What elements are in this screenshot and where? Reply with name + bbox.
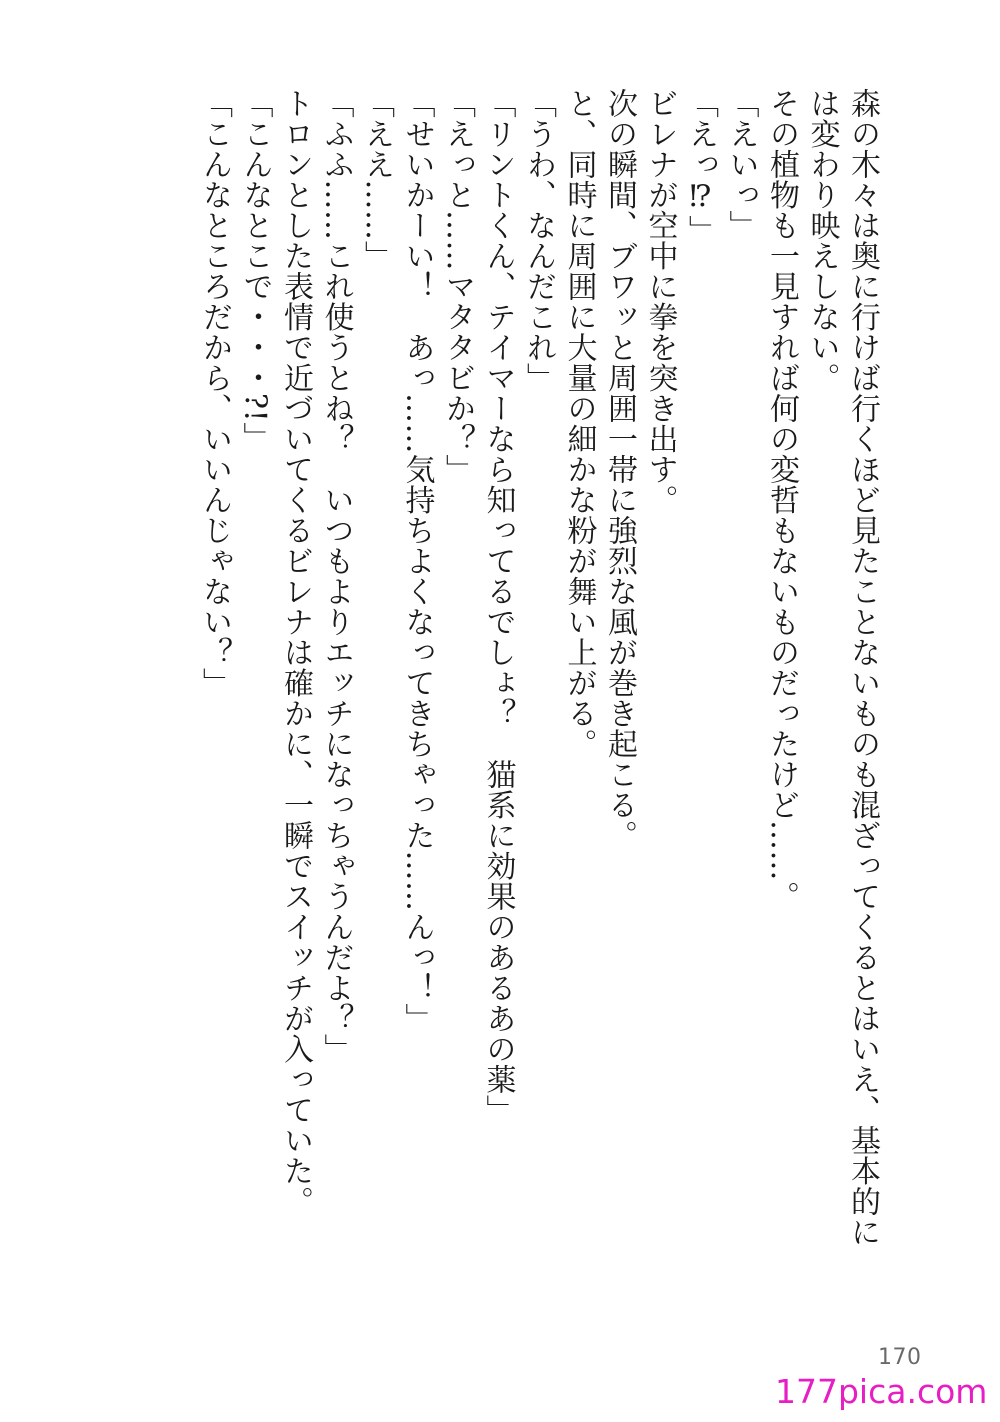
text-line: 「えっ⁉」 xyxy=(683,88,718,246)
text-line: 「うわ、なんだこれ」 xyxy=(521,88,556,393)
text-line: 「えっと……マタタビか？」 xyxy=(440,88,475,485)
text-line: 次の瞬間、ブワッと周囲一帯に強烈な風が巻き起こる。 xyxy=(602,88,637,851)
text-line: その植物も一見すれば何の変哲もないものだったけど……。 xyxy=(764,88,799,912)
text-line: トロンとした表情で近づいてくるビレナは確かに、一瞬でスイッチが入っていた。 xyxy=(278,88,313,1217)
body-text xyxy=(194,88,883,1268)
text-line: と、同時に周囲に大量の細かな粉が舞い上がる。 xyxy=(561,88,597,759)
text-line: 森の木々は奥に行けば行くほど見たことないものも混ざってくるとはいえ、基本的には変わり映えしない。 xyxy=(804,88,880,1247)
text-line: 「こんなとこで・・・?!」 xyxy=(237,88,273,453)
page-number: 170 xyxy=(878,1345,922,1370)
text-line: 「こんなところだから、いいんじゃない？」 xyxy=(197,88,232,698)
text-line: 「せいかーい！ あっ……気持ちよくなってきちゃった……んっ！」 xyxy=(399,88,435,1034)
text-line: ビレナが空中に拳を突き出す。 xyxy=(642,88,678,515)
text-line: 「ふふ……これ使うとね？ いつもよりエッチになっちゃうんだよ？」 xyxy=(318,88,354,1064)
text-line: 「リントくん、テイマーなら知ってるでしょ？ 猫系に効果のあるあの薬」 xyxy=(480,88,516,1125)
text-line: 「えいっ」 xyxy=(723,88,759,241)
text-line: 「ええ……」 xyxy=(359,88,394,271)
watermark: 177pica.com xyxy=(775,1372,988,1411)
